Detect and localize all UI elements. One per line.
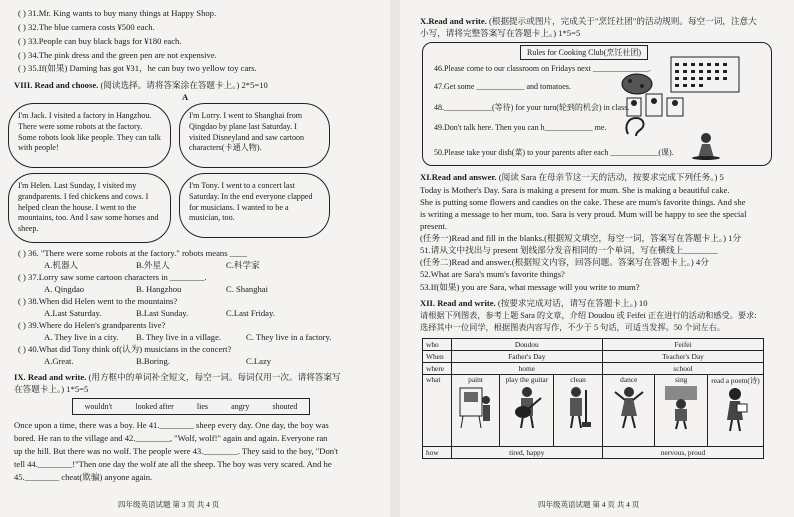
rule-49: 49.Don't talk here. Then you can h____________ me. [434, 123, 607, 132]
task1: (任务一)Read and fill in the blanks.(根据短文填空，每空一词，答案写在答题卡上。) 1分 [420, 233, 742, 243]
q32: ( ) 32.The blue camera costs ¥500 each. [18, 22, 155, 32]
bubble-jack-text: I'm Jack. I visited a factory in Hangzhou. There were some robots at the factory. Some robots look like people. They can talk with people! [18, 111, 161, 153]
q31: ( ) 31.Mr. King wants to buy many things at Happy Shop. [18, 8, 217, 18]
what-poem-label: read a poem(诗) [711, 376, 760, 385]
bubble-lorry-text: I'm Lorry. I went to Shanghai from Qingdao by plane last Saturday. I visited Disneyland and saw cartoon characters(卡通人物). [189, 111, 305, 153]
who-doudou: Doudou [451, 339, 602, 351]
sec9-heading [14, 372, 341, 383]
q38-opt-b: B.Last Sunday. [136, 308, 189, 318]
guitar-icon [509, 384, 545, 430]
q39-opt-c: C. They live in a factory. [246, 332, 332, 342]
story-line-1: Once upon a time, there was a boy. He 41.________ sheep every day. One day, the boy was [14, 420, 329, 430]
q52: 52.What are Sara's mum's favorite things? [420, 269, 565, 279]
sec9-note2: 在答题卡上。) 1*5=5 [14, 384, 89, 394]
word-3: lies [196, 402, 209, 411]
sec8-title: VIII. Read and choose. [14, 80, 99, 90]
sing-icon [663, 384, 699, 430]
rule-50: 50.Please take your dish(菜) to your parents after each ____________(课). [434, 148, 674, 157]
q40-opt-b: B.Boring. [136, 356, 170, 366]
sec12-heading [420, 298, 648, 309]
bubble-lorry [179, 103, 330, 168]
rules-title: Rules for Cooking Club(烹饪社团) [520, 45, 648, 60]
paint-icon [458, 384, 494, 430]
q36: ( ) 36. "There were some robots at the factory." robots means ____ [18, 248, 247, 258]
q36-opt-c: C.科学家 [226, 260, 260, 270]
what-sing [655, 375, 707, 447]
how-feifei: nervous, proud [603, 447, 764, 459]
row-how [423, 447, 764, 459]
sec11-title: XI.Read and answer. [420, 172, 497, 182]
sec9-note: (用方框中的单词补全短文，每空一词。每词仅用一次。请将答案写 [88, 372, 341, 382]
what-clean-label: clean [570, 375, 586, 384]
what-paint-label: paint [468, 375, 483, 384]
sec12-note: (按要求完成对话，请写在答题卡上。) 10 [497, 298, 648, 308]
what-dance-label: dance [620, 375, 638, 384]
q33: ( ) 33.People can buy black bags for ¥180 each. [18, 36, 182, 46]
what-poem [707, 375, 763, 447]
when-feifei: Teacher's Day [603, 351, 764, 363]
how-doudou: tired, happy [451, 447, 602, 459]
q53: 53.If(如果) you are Sara, what message will you write to mum? [420, 282, 640, 292]
left-footer: 四年级英语试题 第 3 页 共 4 页 [118, 500, 220, 509]
how-label: how [423, 447, 452, 459]
label-a: A [182, 92, 189, 102]
calendar-icon [670, 54, 742, 94]
row-who [423, 339, 764, 351]
bubble-jack [8, 103, 171, 168]
who-label: who [423, 339, 452, 351]
bubble-tony-text: I'm Tony. I went to a concert last Saturday. In the end everyone clapped for musicians. I wanted to be a musician, too. [189, 181, 313, 223]
q36-opt-a: A.机器人 [44, 260, 79, 270]
chef-icon [688, 130, 724, 160]
q37: ( ) 37.Lorry saw some cartoon characters in ________. [18, 272, 207, 282]
q35: ( ) 35.If(如果) Daming has got ¥31，he can buy two yellow toy cars. [18, 63, 257, 73]
what-clean [554, 375, 603, 447]
q38: ( ) 38.When did Helen went to the mountains? [18, 296, 178, 306]
q38-opt-a: A.Last Saturday. [44, 308, 102, 318]
read-poem-icon [717, 386, 753, 432]
word-2: looked after [135, 402, 174, 411]
story-line-3: up the hill. But there was no wolf. The people were 43.________. They said to the boy, "Don't [14, 446, 339, 456]
q36-opt-b: B.外星人 [136, 260, 170, 270]
sec8-heading [14, 80, 268, 91]
queue-people-icon [626, 92, 686, 118]
what-guitar [500, 375, 554, 447]
ear-icon [622, 116, 648, 138]
sec11-note: (阅读 Sara 在母亲节这一天的活动，按要求完成下列任务。) 5 [498, 172, 724, 182]
q40-opt-a: A.Great. [44, 356, 74, 366]
passage-1: Today is Mother's Day. Sara is making a present for mum. She is making a beautiful cake. [420, 185, 730, 195]
story-line-2: bored. He ran to the village and 42.________, "Wolf, wolf!" again and again. Everyone ran [14, 433, 328, 443]
where-doudou: home [451, 363, 602, 375]
word-5: shouted [272, 402, 298, 411]
rule-47: 47.Get some ____________ and tomatoes. [434, 82, 571, 91]
sec8-note: (阅读选择。请将答案涂在答题卡上。) 2*5=10 [100, 80, 268, 90]
q39-opt-b: B. They live in a village. [136, 332, 222, 342]
clean-icon [560, 384, 596, 430]
when-doudou: Father's Day [451, 351, 602, 363]
q38-opt-c: C.Last Friday. [226, 308, 275, 318]
q34: ( ) 34.The pink dress and the green pen are not expensive. [18, 50, 217, 60]
right-footer: 四年级英语试题 第 4 页 共 4 页 [538, 500, 640, 509]
rule-46: 46.Please come to our classroom on Fridays next ______________. [434, 64, 651, 73]
q39-opt-a: A. They live in a city. [44, 332, 119, 342]
when-label: When [423, 351, 452, 363]
what-dance [603, 375, 655, 447]
q40: ( ) 40.What did Tony think of(认为) musicians in the concert? [18, 344, 232, 354]
bubble-helen-text: I'm Helen. Last Sunday, I visited my grandparents. I fed chickens and cows. I helped clean the house. I went to the mountains, too. And I saw some horses and sheep. [18, 181, 159, 234]
q37-opt-a: A. Qingdao [44, 284, 85, 294]
q37-opt-c: C. Shanghai [226, 284, 269, 294]
where-feifei: school [603, 363, 764, 375]
row-what [423, 375, 764, 447]
sec10-note2: 小写，请将完整答案写在答题卡上。) 1*5=5 [420, 28, 581, 38]
word-box [72, 398, 310, 415]
where-label: where [423, 363, 452, 375]
sec10-title: X.Read and write. [420, 16, 487, 26]
q37-opt-b: B. Hangzhou [136, 284, 182, 294]
word-1: wouldn't [84, 402, 113, 411]
bubble-tony [179, 173, 330, 238]
q39: ( ) 39.Where do Helen's grandparents live? [18, 320, 166, 330]
what-paint [451, 375, 500, 447]
story-line-4: tell 44.________!"Then one day the wolf ate all the sheep. The boy was very scared. And he [14, 459, 332, 469]
what-guitar-label: play the guitar [505, 375, 549, 384]
passage-4: present. [420, 221, 447, 231]
sec11-heading [420, 172, 724, 183]
who-feifei: Feifei [603, 339, 764, 351]
sec12-inst: 请根据下列图表，参考上题 Sara 的文章，介绍 Doudou 或 Feifei 正在进行的活动和感受。要求: [420, 311, 757, 320]
row-where [423, 363, 764, 375]
row-when [423, 351, 764, 363]
sec10-note: (根据提示或图片，完成关于"烹饪社团"的活动规则。每空一词，注意大 [489, 16, 757, 26]
activity-table [422, 338, 764, 459]
dance-icon [611, 384, 647, 430]
sec12-inst2: 选择其中一位同学，根据图表内容写作，不少于 5 句话，可适当发挥。50 个词左右。 [420, 323, 725, 332]
what-label: what [423, 375, 452, 447]
bubble-helen [8, 173, 171, 243]
task2: (任务二)Read and answer.(根据短文内容，回答问题。答案写在答题卡上。) 4分 [420, 257, 709, 267]
rule-48: 48.____________(等待) for your turn(轮到的机会) in class. [434, 103, 630, 112]
sec10-heading [420, 16, 757, 27]
sec12-title: XII. Read and write. [420, 298, 496, 308]
word-4: angry [231, 402, 250, 411]
left-page [0, 0, 390, 517]
q40-opt-c: C.Lazy [246, 356, 272, 366]
sec9-title: IX. Read and write. [14, 372, 87, 382]
right-page [400, 0, 794, 517]
passage-2: She is putting some flowers and candies on the cake. These are mum's favorite things. And she [420, 197, 746, 207]
story-line-5: 45.________ cheat(欺骗) anyone again. [14, 472, 153, 482]
q51: 51.请从文中找出与 present 划线部分发音相同的一个单词，写在横线上________ [420, 245, 718, 255]
passage-3: is writing a message to her mum, too. Sara is very proud. Mum will be happy to see the special [420, 209, 747, 219]
what-sing-label: sing [675, 375, 688, 384]
